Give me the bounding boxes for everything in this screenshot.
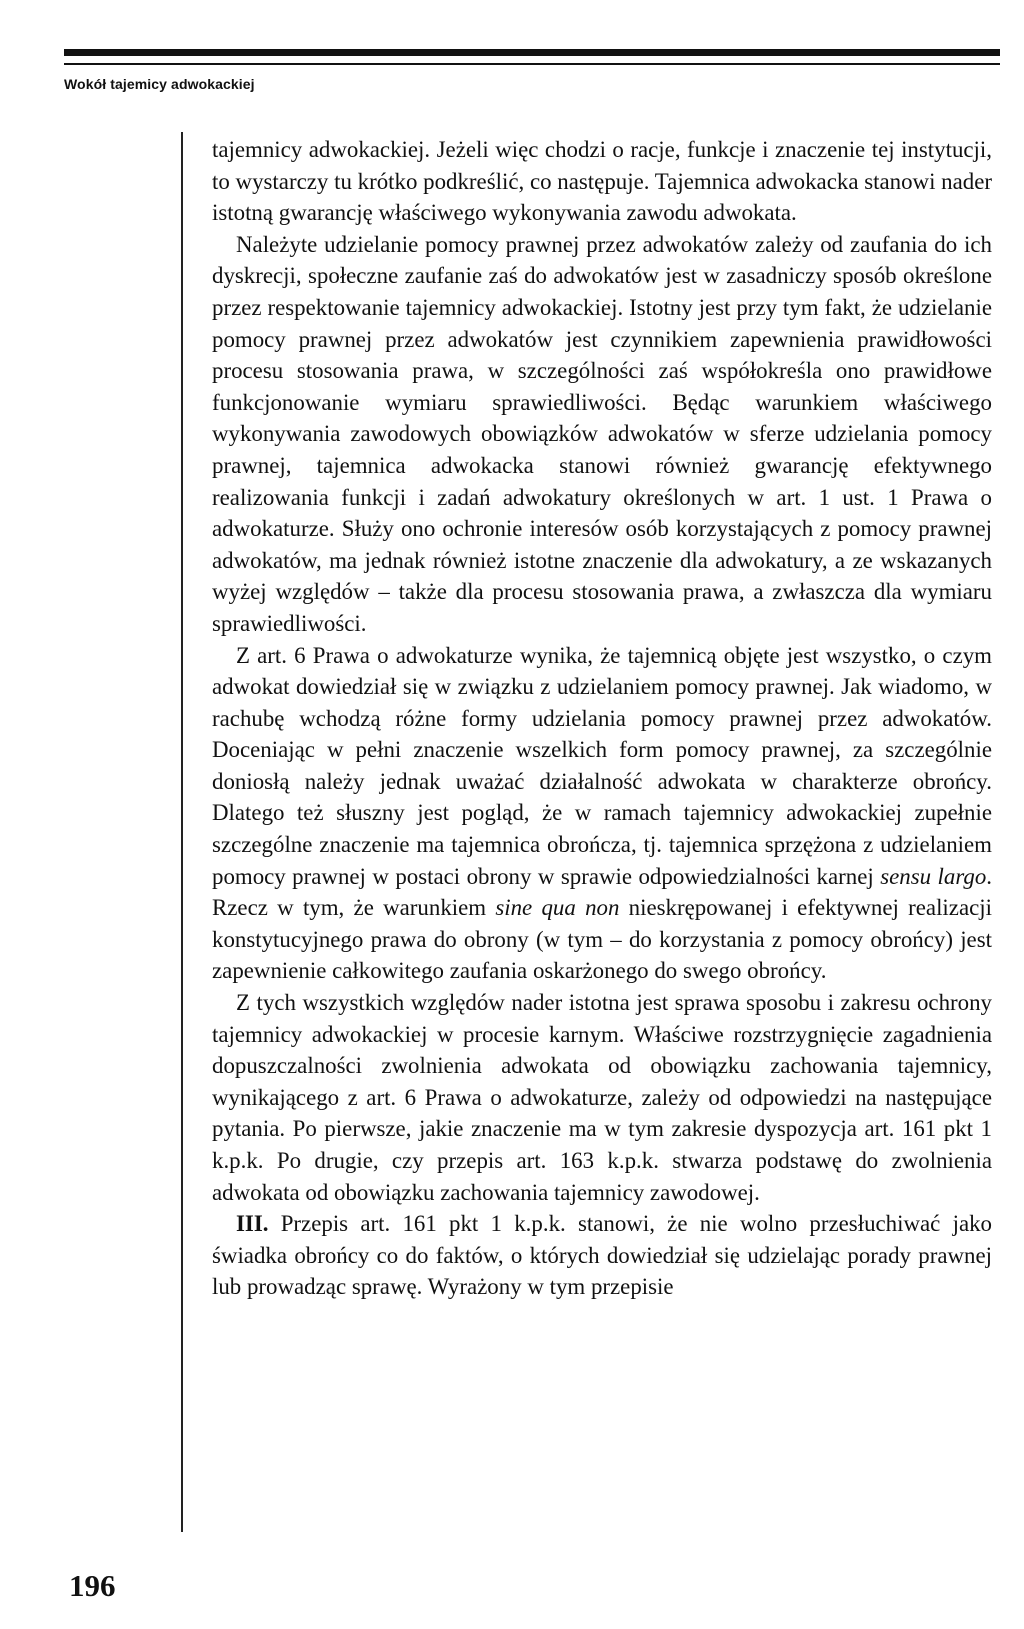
paragraph-4	[212, 987, 992, 1208]
header-rule-thick	[64, 49, 1000, 56]
paragraph-2	[212, 229, 992, 640]
header-rule-thin	[64, 63, 1000, 65]
text-run: Przepis art. 161 pkt 1 k.p.k. stanowi, że nie wolno przesłuchiwać jako świadka obrońcy co do faktów, o których dowiedział się udzielając porady prawnej lub prowadząc sprawę. Wyrażony w tym przepisie	[212, 1211, 992, 1300]
section-number: III.	[236, 1211, 269, 1237]
paragraph-1	[212, 134, 992, 229]
running-title: Wokół tajemicy adwokackiej	[64, 76, 255, 92]
text-run: Z art. 6 Prawa o adwokaturze wynika, że tajemnicą objęte jest wszystko, o czym adwokat dowiedział się w związku z udzielaniem pomocy prawnej. Jak wiadomo, w rachubę wchodzą różne formy udzielania pomocy prawnej przez adwokatów. Doceniając w pełni znaczenie wszelkich form pomocy prawnej, za szczególnie doniosłą należy jednak uważać działalność adwokata w charakterze obrońcy. Dlatego też słuszny jest pogląd, że w ramach tajemnicy adwokackiej zupełnie szczególne znaczenie ma tajemnica obrończa, tj. tajemnica sprzężona z udzielaniem pomocy prawnej w postaci obrony w sprawie odpowiedzialności karnej	[212, 642, 992, 889]
latin-phrase-sine-qua-non: sine qua non	[495, 895, 620, 921]
text-run: . Rzecz w tym, że warunkiem	[212, 863, 992, 921]
margin-rule	[181, 132, 183, 1532]
text-run: nieskrępowanej i efektywnej realizacji konstytucyjnego prawa do obrony (w tym – do korzystania z pomocy obrońcy) jest zapewnienie całkowitego zaufania oskarżonego do swego obrońcy.	[212, 895, 992, 984]
latin-phrase-sensu-largo: sensu largo	[880, 863, 987, 889]
paragraph-5	[212, 1208, 992, 1303]
body-text	[212, 134, 992, 1303]
text-run: tajemnicy adwokackiej. Jeżeli więc chodzi o racje, funkcje i znaczenie tej instytucji, to wystarczy tu krótko podkreślić, co następuje. Tajemnica adwokacka stanowi nader istotną gwarancję właściwego wykonywania zawodu adwokata.	[212, 137, 992, 226]
text-run: Należyte udzielanie pomocy prawnej przez adwokatów zależy od zaufania do ich dyskrecji, społeczne zaufanie zaś do adwokatów jest w zasadniczy sposób określone przez respektowanie tajemnicy adwokackiej. Istotny jest przy tym fakt, że udzielanie pomocy prawnej przez adwokatów jest czynnikiem zapewnienia prawidłowości procesu stosowania prawa, w szczególności zaś współokreśla ono prawidłowe funkcjonowanie wymiaru sprawiedliwości. Będąc warunkiem właściwego wykonywania zawodowych obowiązków adwokatów w sferze udzielania pomocy prawnej, tajemnica adwokacka stanowi również gwarancję efektywnego realizowania funkcji i zadań adwokatury określonych w art. 1 ust. 1 Prawa o adwokaturze. Służy ono ochronie interesów osób korzystających z pomocy prawnej adwokatów, ma jednak również istotne znaczenie dla adwokatury, a ze wskazanych wyżej względów – także dla procesu stosowania prawa, a zwłaszcza dla wymiaru sprawiedliwości.	[212, 231, 992, 636]
paragraph-3	[212, 640, 992, 988]
page-number: 196	[69, 1568, 116, 1603]
text-run: Z tych wszystkich względów nader istotna jest sprawa sposobu i zakresu ochrony tajemnicy adwokackiej w procesie karnym. Właściwe rozstrzygnięcie zagadnienia dopuszczalności zwolnienia adwokata od obowiązku zachowania tajemnicy, wynikającego z art. 6 Prawa o adwokaturze, zależy od odpowiedzi na następujące pytania. Po pierwsze, jakie znaczenie ma w tym zakresie dyspozycja art. 161 pkt 1 k.p.k. Po drugie, czy przepis art. 163 k.p.k. stwarza podstawę do zwolnienia adwokata od obowiązku zachowania tajemnicy zawodowej.	[212, 990, 992, 1205]
